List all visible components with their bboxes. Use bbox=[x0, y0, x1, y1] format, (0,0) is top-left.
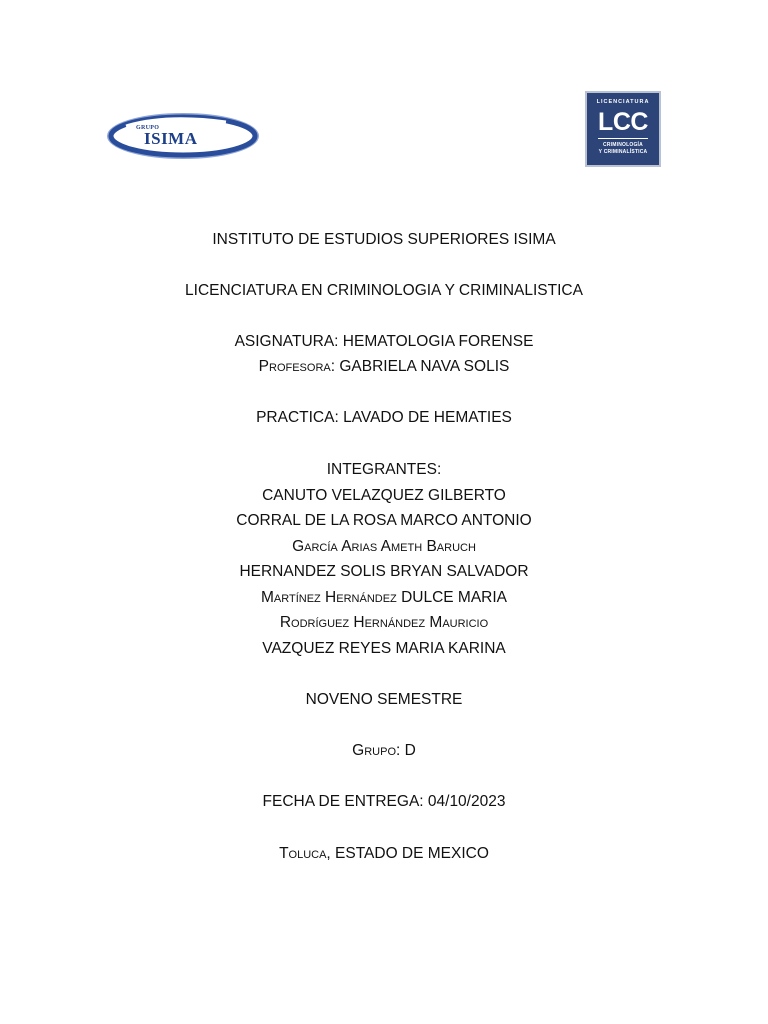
lcc-main-label: LCC bbox=[598, 108, 648, 136]
isima-logo bbox=[106, 112, 260, 160]
members-heading: INTEGRANTES: bbox=[326, 461, 442, 478]
lcc-logo bbox=[585, 91, 661, 167]
member-item: Rodríguez Hernández Mauricio bbox=[279, 614, 489, 631]
lcc-sub-label-2: Y CRIMINALÍSTICA bbox=[598, 149, 648, 155]
group-line: Grupo: D bbox=[352, 742, 416, 759]
location-line: Toluca, ESTADO DE MEXICO bbox=[279, 845, 489, 862]
isima-name-label: ISIMA bbox=[144, 129, 198, 148]
lcc-divider bbox=[598, 138, 648, 139]
member-item: CANUTO VELAZQUEZ GILBERTO bbox=[262, 487, 506, 504]
practice-line: PRACTICA: LAVADO DE HEMATIES bbox=[256, 409, 512, 426]
delivery-date-line: FECHA DE ENTREGA: 04/10/2023 bbox=[262, 793, 506, 810]
professor-line: Profesora: GABRIELA NAVA SOLIS bbox=[258, 358, 510, 375]
lcc-sub-label-1: CRIMINOLOGÍA bbox=[603, 142, 643, 148]
member-item: HERNANDEZ SOLIS BRYAN SALVADOR bbox=[239, 563, 529, 580]
member-item: García Arias Ameth Baruch bbox=[292, 538, 476, 555]
member-item: CORRAL DE LA ROSA MARCO ANTONIO bbox=[236, 512, 532, 529]
member-item: VAZQUEZ REYES MARIA KARINA bbox=[262, 640, 506, 657]
degree-title: LICENCIATURA EN CRIMINOLOGIA Y CRIMINALISTICA bbox=[185, 282, 583, 299]
institute-title: INSTITUTO DE ESTUDIOS SUPERIORES ISIMA bbox=[212, 231, 556, 248]
subject-line: ASIGNATURA: HEMATOLOGIA FORENSE bbox=[234, 333, 534, 350]
semester-line: NOVENO SEMESTRE bbox=[305, 691, 463, 708]
isima-grupo-label: GRUPO bbox=[136, 125, 160, 131]
lcc-top-label: LICENCIATURA bbox=[596, 99, 650, 105]
member-item: Martínez Hernández DULCE MARIA bbox=[260, 589, 507, 606]
